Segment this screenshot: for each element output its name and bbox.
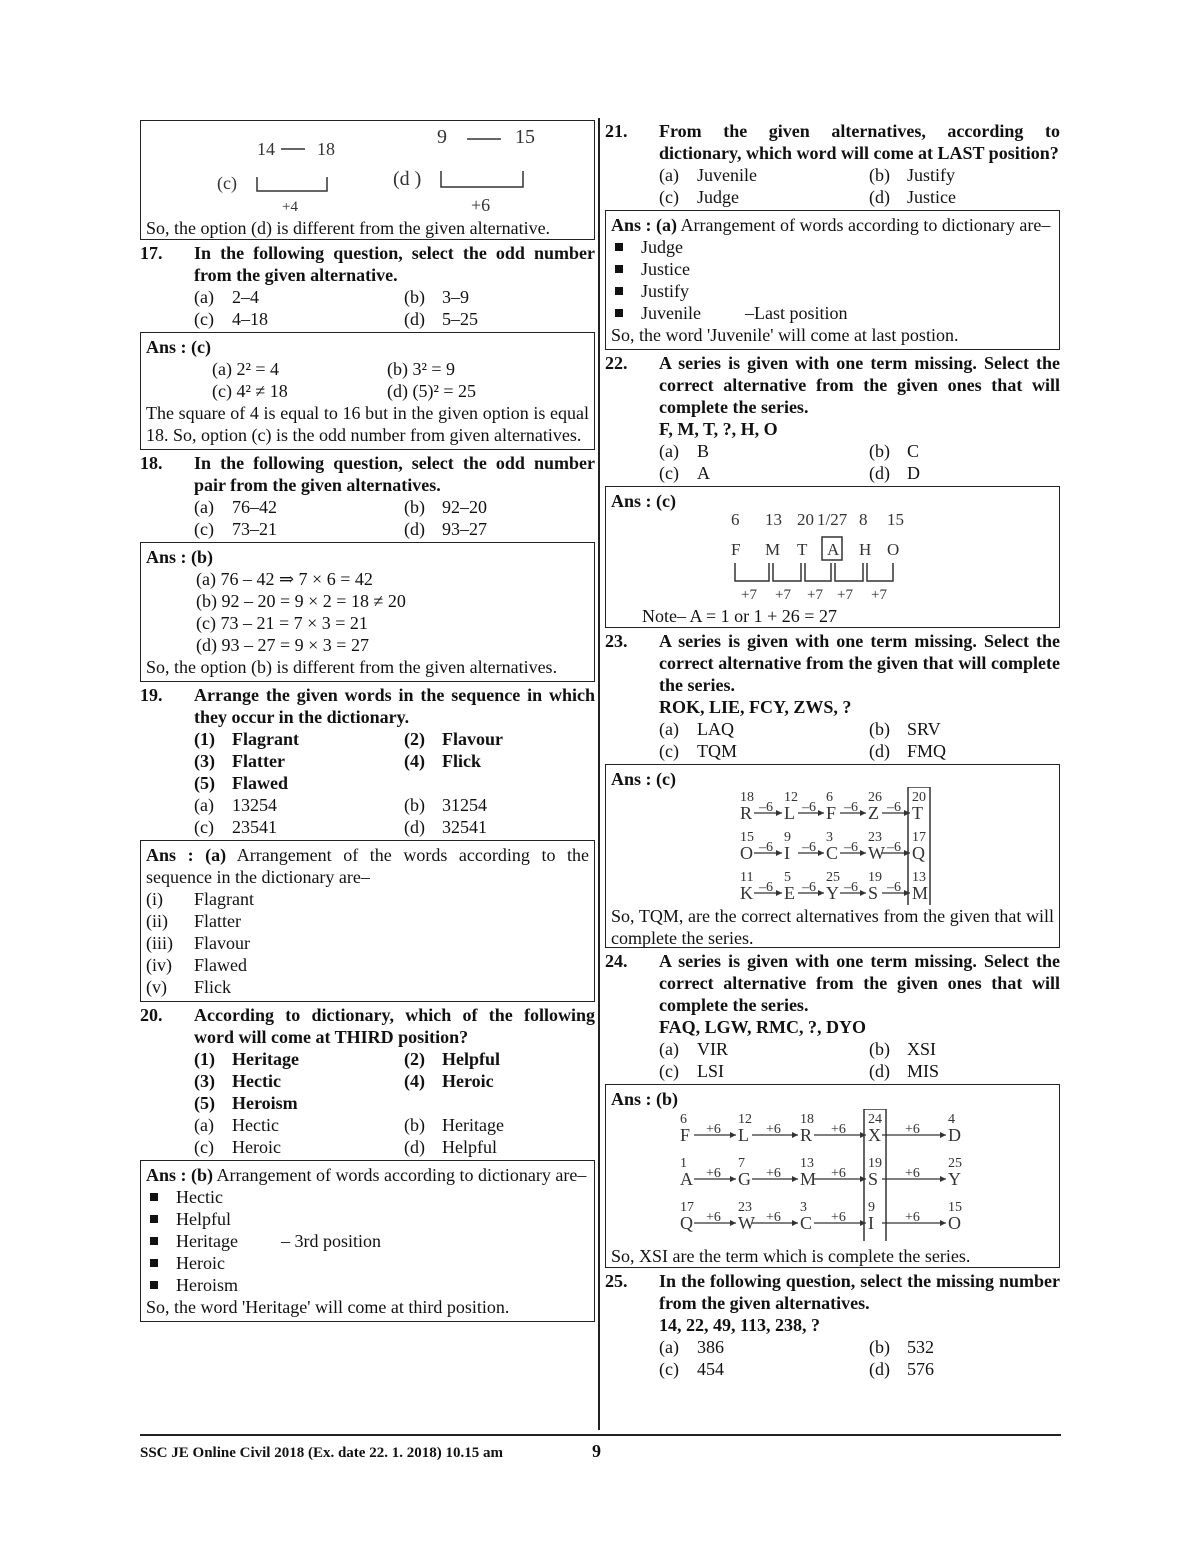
q22-num-3: 1/27 <box>817 510 848 529</box>
q22-text: A series is given with one term missing. Select the correct alternative from the given ones that will complete the series. <box>659 353 1060 417</box>
q23-option-a[interactable]: (a) LAQ <box>659 719 734 739</box>
q19-item-2: (2) Flavour <box>404 729 503 749</box>
q21-list-1: Judge <box>611 236 1054 258</box>
q19-list-5: (v) Flick <box>146 977 232 997</box>
q23-answer-box <box>605 764 1060 948</box>
q23-option-c[interactable]: (c) TQM <box>659 741 737 761</box>
q23-letter-2-3: S <box>868 883 879 903</box>
q19-option-c[interactable]: (c) 23541 <box>194 817 277 837</box>
q16-d-label: (d ) <box>393 168 422 190</box>
q23-num-0-4: 20 <box>912 790 926 805</box>
q24-num-1-3: 19 <box>868 1156 882 1171</box>
q21-question <box>605 120 1060 164</box>
q23-question <box>605 630 1060 696</box>
q22-step-3: +7 <box>837 587 853 601</box>
q24-num-2-2: 3 <box>800 1200 807 1215</box>
q17-text: In the following question, select the odd number from the given alternative. <box>194 243 595 285</box>
q22-letter-1: M <box>765 540 781 559</box>
q17-number: 17. <box>140 243 163 263</box>
q23-letter-2-4: M <box>912 883 929 903</box>
q17-answer-box <box>140 332 595 450</box>
left-column <box>140 120 595 1324</box>
q17-question <box>140 242 595 286</box>
q24-num-1-2: 13 <box>800 1156 814 1171</box>
q22-letter-2: T <box>797 540 808 559</box>
q20-list-3: Heritage – 3rd position <box>146 1230 589 1252</box>
q19-option-b[interactable]: (b) 31254 <box>404 795 487 815</box>
q23-num-0-3: 26 <box>868 790 882 805</box>
q25-series: 14, 22, 49, 113, 238, ? <box>659 1315 821 1335</box>
q23-num-1-2: 3 <box>826 830 833 845</box>
q24-letter-0-2: R <box>800 1125 813 1145</box>
q24-num-0-0: 6 <box>680 1112 687 1127</box>
q20-items <box>140 1048 595 1114</box>
q24-num-2-1: 23 <box>738 1200 752 1215</box>
q23-num-2-3: 19 <box>868 870 882 885</box>
q19-items <box>140 728 595 794</box>
q20-list-2: Helpful <box>146 1208 589 1230</box>
q25-option-b[interactable]: (b) 532 <box>869 1337 934 1357</box>
q23-letter-1-2: C <box>826 843 839 863</box>
q22-letter-0: F <box>731 540 741 559</box>
q24-letter-0-0: F <box>680 1125 691 1145</box>
q20-item-2: (2) Helpful <box>404 1049 501 1069</box>
q17-option-a[interactable]: (a) 2–4 <box>194 287 259 307</box>
q24-letter-0-1: L <box>738 1125 749 1145</box>
q23-num-2-4: 13 <box>912 870 926 885</box>
q24-num-0-2: 18 <box>800 1112 814 1127</box>
q22-letter-4: H <box>859 540 872 559</box>
q23-arrowhead-0-0 <box>776 810 782 816</box>
q20-item-4: (4) Heroic <box>404 1071 494 1091</box>
q24-letter-0-4: D <box>948 1125 961 1145</box>
q23-letter-0-0: R <box>740 803 753 823</box>
q23-arrowhead-2-0 <box>776 890 782 896</box>
q23-arrowhead-1-2 <box>860 850 866 856</box>
q20-note: – 3rd position <box>281 1231 382 1251</box>
q24-letter-1-4: Y <box>948 1169 961 1189</box>
q18-work <box>146 568 589 656</box>
q20-item-1: (1) Heritage <box>194 1049 299 1069</box>
q24-step-0-3: +6 <box>905 1122 920 1137</box>
q24-num-0-3: 24 <box>868 1112 882 1127</box>
q16-c-right: 18 <box>317 139 335 159</box>
q24-conclusion: So, XSI are the term which is complete the series. <box>611 1246 971 1266</box>
q23-letter-0-3: Z <box>868 803 879 823</box>
q22-option-a[interactable]: (a) B <box>659 441 710 461</box>
q22-note: Note– A = 1 or 1 + 26 = 27 <box>642 606 837 626</box>
q24-step-2-2: +6 <box>831 1210 846 1225</box>
q23-diagram <box>736 787 946 905</box>
q20-list-5: Heroism <box>146 1274 589 1296</box>
q24-arrowhead-1-0 <box>730 1176 736 1182</box>
q23-arrowhead-2-1 <box>818 890 824 896</box>
q17-answer: Ans : (c) <box>146 337 211 357</box>
q16-d-diff: +6 <box>471 195 491 215</box>
q21-option-d[interactable]: (d) Justice <box>869 187 956 207</box>
q20-item-3: (3) Hectic <box>194 1071 281 1091</box>
q19-list-3: (iii) Flavour <box>146 933 250 953</box>
q24-letter-2-3: I <box>868 1213 874 1233</box>
q24-series: FAQ, LGW, RMC, ?, DYO <box>659 1017 866 1037</box>
q21-list-3: Justify <box>611 280 1054 302</box>
q22-num-4: 8 <box>859 510 868 529</box>
q23-option-b[interactable]: (b) SRV <box>869 719 941 739</box>
q23-num-2-1: 5 <box>784 870 791 885</box>
q20-answer-text: Arrangement of words according to dictionary are– <box>216 1165 587 1185</box>
q16-answer-box <box>140 120 595 240</box>
q23-arrowhead-0-2 <box>860 810 866 816</box>
q17-work-b: (b) 3² = 9 <box>387 359 456 379</box>
q18-option-c[interactable]: (c) 73–21 <box>194 519 277 539</box>
q19-list-1: (i) Flagrant <box>146 889 254 909</box>
q24-num-2-3: 9 <box>868 1200 875 1215</box>
q20-conclusion: So, the word 'Heritage' will come at third position. <box>146 1297 510 1317</box>
q24-num-1-1: 7 <box>738 1156 745 1171</box>
q22-step-4: +7 <box>871 587 887 601</box>
q21-list-4: Juvenile –Last position <box>611 302 1054 324</box>
q21-list-2: Justice <box>611 258 1054 280</box>
q23-step-0-2: –6 <box>844 800 858 815</box>
q24-step-1-0: +6 <box>706 1166 721 1181</box>
q23-letter-1-4: Q <box>912 843 925 863</box>
q24-arrowhead-0-1 <box>792 1132 798 1138</box>
q24-step-1-3: +6 <box>905 1166 920 1181</box>
q22-option-c[interactable]: (c) A <box>659 463 710 483</box>
q25-option-a[interactable]: (a) 386 <box>659 1337 724 1357</box>
q24-arrowhead-1-1 <box>792 1176 798 1182</box>
q24-option-b[interactable]: (b) XSI <box>869 1039 937 1059</box>
q23-step-2-1: –6 <box>802 880 816 895</box>
page-number: 9 <box>592 1441 601 1461</box>
q24-letter-1-3: S <box>868 1169 879 1189</box>
q23-letter-2-1: E <box>784 883 795 903</box>
q17-option-b[interactable]: (b) 3–9 <box>404 287 469 307</box>
q23-letter-1-1: I <box>784 843 790 863</box>
q22-option-d[interactable]: (d) D <box>869 463 920 483</box>
q19-item-4: (4) Flick <box>404 751 481 771</box>
q20-answer: Ans : (b) <box>146 1165 214 1185</box>
svg-text:+4: +4 <box>282 199 298 215</box>
q24-arrowhead-0-0 <box>730 1132 736 1138</box>
q22-answer-box <box>605 486 1060 628</box>
q22-question <box>605 352 1060 418</box>
q24-diagram <box>678 1109 978 1241</box>
q23-step-1-0: –6 <box>759 840 773 855</box>
q23-step-2-0: –6 <box>759 880 773 895</box>
q24-step-1-1: +6 <box>766 1166 781 1181</box>
q17-option-c[interactable]: (c) 4–18 <box>194 309 268 329</box>
q24-step-1-2: +6 <box>831 1166 846 1181</box>
q23-step-2-2: –6 <box>844 880 858 895</box>
q20-option-a[interactable]: (a) Hectic <box>194 1115 279 1135</box>
q23-letter-2-2: Y <box>826 883 839 903</box>
q22-letter-5: O <box>887 540 900 559</box>
q16-conclusion: So, the option (d) is different from the given alternative. <box>146 218 551 238</box>
q23-letter-1-0: O <box>740 843 753 863</box>
q22-num-0: 6 <box>731 510 740 529</box>
q23-arrowhead-1-0 <box>776 850 782 856</box>
q21-answer: Ans : (a) <box>611 215 677 235</box>
q24-letter-0-3: X <box>868 1125 881 1145</box>
q25-number: 25. <box>605 1271 628 1291</box>
q19-item-1: (1) Flagrant <box>194 729 299 749</box>
q24-letter-2-4: O <box>948 1213 961 1233</box>
q21-text: From the given alternatives, according to dictionary, which word will come at LAST position? <box>659 121 1060 163</box>
q24-option-c[interactable]: (c) LSI <box>659 1061 724 1081</box>
q23-num-2-0: 11 <box>740 870 754 885</box>
q17-explanation: The square of 4 is equal to 16 but in the given option is equal 18. So, option (c) is the odd number from given alternatives. <box>146 403 589 445</box>
q23-letter-0-2: F <box>826 803 837 823</box>
q20-list-1: Hectic <box>146 1186 589 1208</box>
q21-option-b[interactable]: (b) Justify <box>869 165 956 185</box>
q21-options <box>605 164 1060 208</box>
q17-options <box>140 286 595 330</box>
q24-arrowhead-0-3 <box>940 1132 946 1138</box>
q24-num-1-4: 25 <box>948 1156 962 1171</box>
q24-num-1-0: 1 <box>680 1156 687 1171</box>
q20-options <box>140 1114 595 1158</box>
q23-num-2-2: 25 <box>826 870 840 885</box>
q19-answer: Ans : (a) <box>146 845 227 865</box>
q22-num-2: 20 <box>797 510 814 529</box>
q19-options <box>140 794 595 838</box>
q23-arrowhead-1-3 <box>904 850 910 856</box>
q19-text: Arrange the given words in the sequence in which they occur in the dictionary. <box>194 685 595 727</box>
q18-answer: Ans : (b) <box>146 547 214 567</box>
q18-work-d: (d) 93 – 27 = 9 × 3 = 27 <box>196 635 369 655</box>
q23-num-1-1: 9 <box>784 830 791 845</box>
q22-diagram <box>731 505 991 601</box>
q24-letter-2-0: Q <box>680 1213 693 1233</box>
q20-option-d[interactable]: (d) Helpful <box>404 1137 497 1157</box>
q24-step-2-1: +6 <box>766 1210 781 1225</box>
q23-step-1-1: –6 <box>802 840 816 855</box>
q24-option-a[interactable]: (a) VIR <box>659 1039 728 1059</box>
right-column <box>605 120 1060 1380</box>
q21-conclusion: So, the word 'Juvenile' will come at last postion. <box>611 325 959 345</box>
q24-step-2-3: +6 <box>905 1210 920 1225</box>
q19-number: 19. <box>140 685 163 705</box>
q16-c-left: 14 <box>257 139 275 159</box>
q24-answer: Ans : (b) <box>611 1089 679 1109</box>
q18-work-a: (a) 76 – 42 ⇒ 7 × 6 = 42 <box>196 569 373 589</box>
q22-num-5: 15 <box>887 510 904 529</box>
page-footer <box>140 1434 1061 1461</box>
q22-option-b[interactable]: (b) C <box>869 441 920 461</box>
q23-series: ROK, LIE, FCY, ZWS, ? <box>659 697 852 717</box>
q22-letter-3: A <box>827 540 840 559</box>
q20-option-b[interactable]: (b) Heritage <box>404 1115 504 1135</box>
q18-option-d[interactable]: (d) 93–27 <box>404 519 487 539</box>
q24-arrowhead-2-1 <box>792 1220 798 1226</box>
q23-number: 23. <box>605 631 628 651</box>
q18-explanation: So, the option (b) is different from the given alternatives. <box>146 657 558 677</box>
q24-text: A series is given with one term missing. Select the correct alternative from the given ones that will complete the series. <box>659 951 1060 1015</box>
q23-step-0-0: –6 <box>759 800 773 815</box>
q24-letter-2-2: C <box>800 1213 813 1233</box>
q19-answer-text: Arrangement of the words according to the sequence in the dictionary are– <box>146 845 589 887</box>
q25-options <box>605 1336 1060 1380</box>
q19-option-d[interactable]: (d) 32541 <box>404 817 487 837</box>
q22-step-0: +7 <box>741 587 757 601</box>
q23-step-0-3: –6 <box>887 800 901 815</box>
q23-arrowhead-2-2 <box>860 890 866 896</box>
q25-text: In the following question, select the missing number from the given alternatives. <box>659 1271 1060 1313</box>
q23-arrowhead-1-1 <box>818 850 824 856</box>
q24-letter-1-0: A <box>680 1169 693 1189</box>
q23-letter-0-4: T <box>912 803 923 823</box>
q23-conclusion: So, TQM, are the correct alternatives from the given that will complete the series. <box>611 906 1054 948</box>
q18-answer-box <box>140 542 595 682</box>
q20-list-4: Heroic <box>146 1252 589 1274</box>
q23-letter-1-3: W <box>868 843 885 863</box>
q19-question <box>140 684 595 728</box>
q24-option-d[interactable]: (d) MIS <box>869 1061 940 1081</box>
q17-work-a: (a) 2² = 4 <box>212 359 280 379</box>
q23-num-1-0: 15 <box>740 830 754 845</box>
q24-step-0-2: +6 <box>831 1122 846 1137</box>
q18-option-a[interactable]: (a) 76–42 <box>194 497 277 517</box>
q22-num-1: 13 <box>765 510 782 529</box>
q22-step-1: +7 <box>775 587 791 601</box>
q18-text: In the following question, select the odd number pair from the given alternatives. <box>194 453 595 495</box>
q24-step-0-1: +6 <box>766 1122 781 1137</box>
q24-number: 24. <box>605 951 628 971</box>
q24-letter-1-1: G <box>738 1169 751 1189</box>
q16-d-left: 9 <box>437 126 447 148</box>
footer-text: SSC JE Online Civil 2018 (Ex. date 22. 1. 2018) 10.15 am <box>140 1445 503 1461</box>
q21-option-c[interactable]: (c) Judge <box>659 187 739 207</box>
q24-question <box>605 950 1060 1016</box>
q23-letter-0-1: L <box>784 803 795 823</box>
q18-work-b: (b) 92 – 20 = 9 × 2 = 18 ≠ 20 <box>196 591 406 611</box>
q20-number: 20. <box>140 1005 163 1025</box>
q23-num-1-4: 17 <box>912 830 926 845</box>
q23-option-d[interactable]: (d) FMQ <box>869 741 947 761</box>
q17-option-d[interactable]: (d) 5–25 <box>404 309 478 329</box>
q23-step-1-2: –6 <box>844 840 858 855</box>
q20-text: According to dictionary, which of the following word will come at THIRD position? <box>194 1005 595 1047</box>
q19-item-3: (3) Flatter <box>194 751 285 771</box>
q24-arrowhead-1-2 <box>860 1176 866 1182</box>
q23-num-1-3: 23 <box>868 830 882 845</box>
q18-option-b[interactable]: (b) 92–20 <box>404 497 487 517</box>
q23-answer: Ans : (c) <box>611 769 676 789</box>
q23-text: A series is given with one term missing. Select the correct alternative from the given that will complete the series. <box>659 631 1060 695</box>
q24-arrowhead-2-3 <box>940 1220 946 1226</box>
q22-options <box>605 440 1060 484</box>
q23-letter-2-0: K <box>740 883 753 903</box>
q20-item-5: (5) Heroism <box>194 1093 298 1113</box>
q18-options <box>140 496 595 540</box>
q23-step-0-1: –6 <box>802 800 816 815</box>
q21-answer-box <box>605 210 1060 350</box>
q22-series: F, M, T, ?, H, O <box>659 419 778 439</box>
q17-work-c: (c) 4² ≠ 18 <box>212 381 288 401</box>
q24-letter-1-2: M <box>800 1169 817 1189</box>
q25-question <box>605 1270 1060 1314</box>
q19-answer-box <box>140 840 595 1002</box>
q24-letter-2-1: W <box>738 1213 755 1233</box>
q23-num-0-0: 18 <box>740 790 754 805</box>
q20-question <box>140 1004 595 1048</box>
q19-option-a[interactable]: (a) 13254 <box>194 795 277 815</box>
q18-work-c: (c) 73 – 21 = 7 × 3 = 21 <box>196 613 368 633</box>
q18-number: 18. <box>140 453 163 473</box>
q19-item-5: (5) Flawed <box>194 773 288 793</box>
q24-step-2-0: +6 <box>706 1210 721 1225</box>
q16-diagram <box>145 123 590 215</box>
q17-work <box>146 358 589 402</box>
q24-arrowhead-2-2 <box>860 1220 866 1226</box>
q24-options <box>605 1038 1060 1082</box>
q23-num-0-1: 12 <box>784 790 798 805</box>
q24-answer-box <box>605 1084 1060 1268</box>
q24-arrowhead-0-2 <box>860 1132 866 1138</box>
q20-answer-box <box>140 1160 595 1322</box>
q21-option-a[interactable]: (a) Juvenile <box>659 165 757 185</box>
q23-num-0-2: 6 <box>826 790 833 805</box>
q24-num-0-4: 4 <box>948 1112 955 1127</box>
q21-answer-text: Arrangement of words according to dictionary are– <box>680 215 1051 235</box>
q24-arrowhead-1-3 <box>940 1176 946 1182</box>
q24-num-2-0: 17 <box>680 1200 694 1215</box>
q23-arrowhead-2-3 <box>904 890 910 896</box>
q21-number: 21. <box>605 121 628 141</box>
q17-work-d: (d) (5)² = 25 <box>387 381 477 401</box>
q20-option-c[interactable]: (c) Heroic <box>194 1137 281 1157</box>
q16-d-right: 15 <box>515 126 535 148</box>
q23-arrowhead-0-3 <box>904 810 910 816</box>
q25-option-d[interactable]: (d) 576 <box>869 1359 934 1379</box>
q22-step-2: +7 <box>807 587 823 601</box>
q24-num-2-4: 15 <box>948 1200 962 1215</box>
q25-option-c[interactable]: (c) 454 <box>659 1359 724 1379</box>
q24-step-0-0: +6 <box>706 1122 721 1137</box>
q18-question <box>140 452 595 496</box>
q22-number: 22. <box>605 353 628 373</box>
q21-note: –Last position <box>745 303 848 323</box>
q19-list-2: (ii) Flatter <box>146 911 241 931</box>
q22-answer: Ans : (c) <box>611 491 676 511</box>
q24-arrowhead-2-0 <box>730 1220 736 1226</box>
q16-c-label: (c) <box>217 173 237 193</box>
q19-list-4: (iv) Flawed <box>146 955 247 975</box>
q24-num-0-1: 12 <box>738 1112 752 1127</box>
q23-step-1-3: –6 <box>887 840 901 855</box>
q23-step-2-3: –6 <box>887 880 901 895</box>
q23-arrowhead-0-1 <box>818 810 824 816</box>
q23-options <box>605 718 1060 762</box>
